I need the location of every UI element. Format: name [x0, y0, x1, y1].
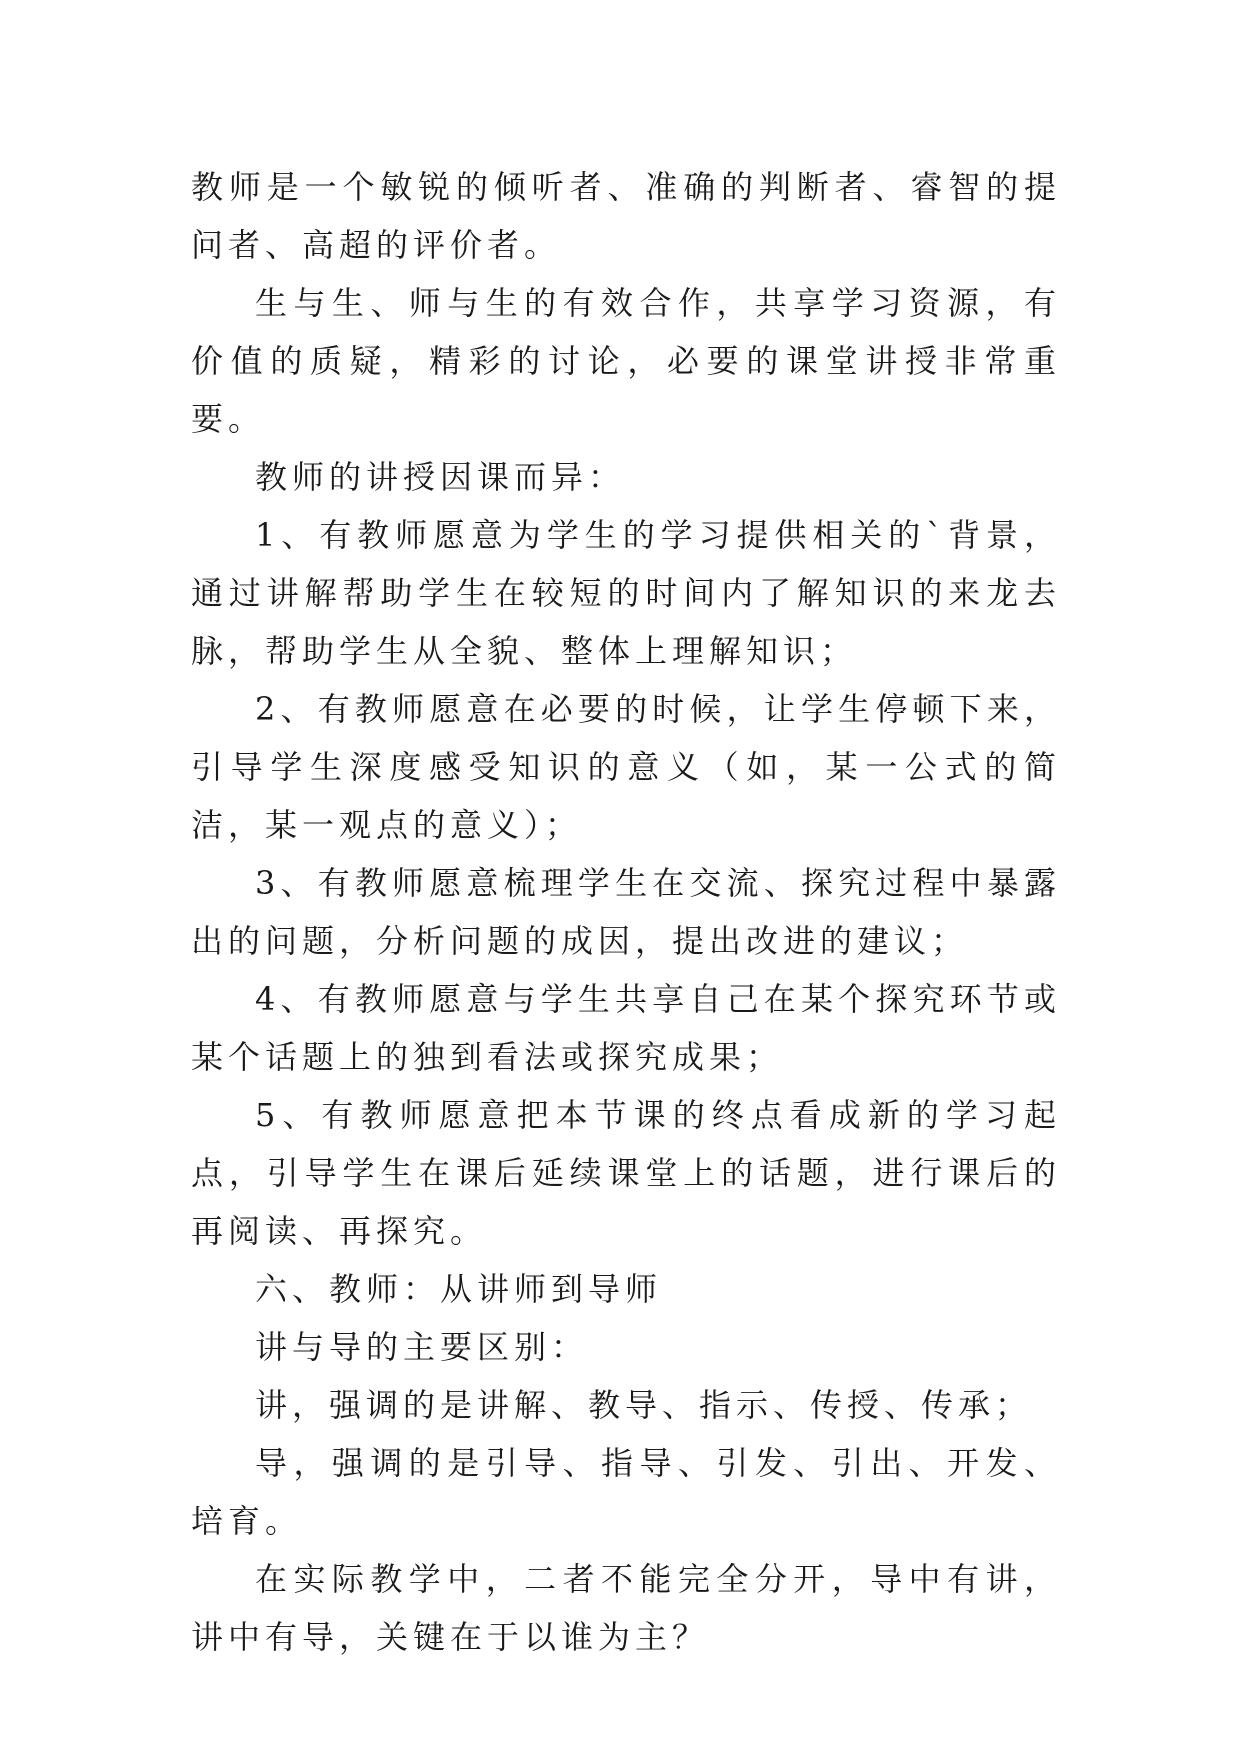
- list-item-1: 1、有教师愿意为学生的学习提供相关的`背景，通过讲解帮助学生在较短的时间内了解知识的来龙去脉，帮助学生从全貌、整体上理解知识；: [191, 516, 1061, 670]
- section-heading-six: 六、教师：从讲师到导师: [255, 1270, 663, 1308]
- list-item-3: 3、有教师愿意梳理学生在交流、探究过程中暴露出的问题，分析问题的成因，提出改进的建议；: [191, 864, 1061, 960]
- paragraph-guide-definition: 导，强调的是引导、指导、引发、引出、开发、培育。: [191, 1444, 1061, 1540]
- list-item-4: 4、有教师愿意与学生共享自己在某个探究环节或某个话题上的独到看法或探究成果；: [191, 980, 1061, 1076]
- list-item-2: 2、有教师愿意在必要的时候，让学生停顿下来，引导学生深度感受知识的意义（如，某一公式的简洁，某一观点的意义）；: [191, 690, 1061, 844]
- paragraph-conclusion: 在实际教学中，二者不能完全分开，导中有讲，讲中有导，关键在于以谁为主？: [191, 1560, 1061, 1656]
- paragraph-lecture-intro: 教师的讲授因课而异：: [255, 458, 626, 496]
- paragraph-cooperation: 生与生、师与生的有效合作，共享学习资源，有价值的质疑，精彩的讨论，必要的课堂讲授非常重要。: [191, 284, 1061, 438]
- paragraph-lecture-definition: 讲，强调的是讲解、教导、指示、传授、传承；: [255, 1386, 1033, 1424]
- document-body: [191, 158, 1061, 1666]
- list-item-5: 5、有教师愿意把本节课的终点看成新的学习起点，引导学生在课后延续课堂上的话题，进行课后的再阅读、再探究。: [191, 1096, 1061, 1250]
- paragraph-difference-intro: 讲与导的主要区别：: [255, 1328, 589, 1366]
- paragraph-teacher-roles: 教师是一个敏锐的倾听者、准确的判断者、睿智的提问者、高超的评价者。: [191, 168, 1061, 264]
